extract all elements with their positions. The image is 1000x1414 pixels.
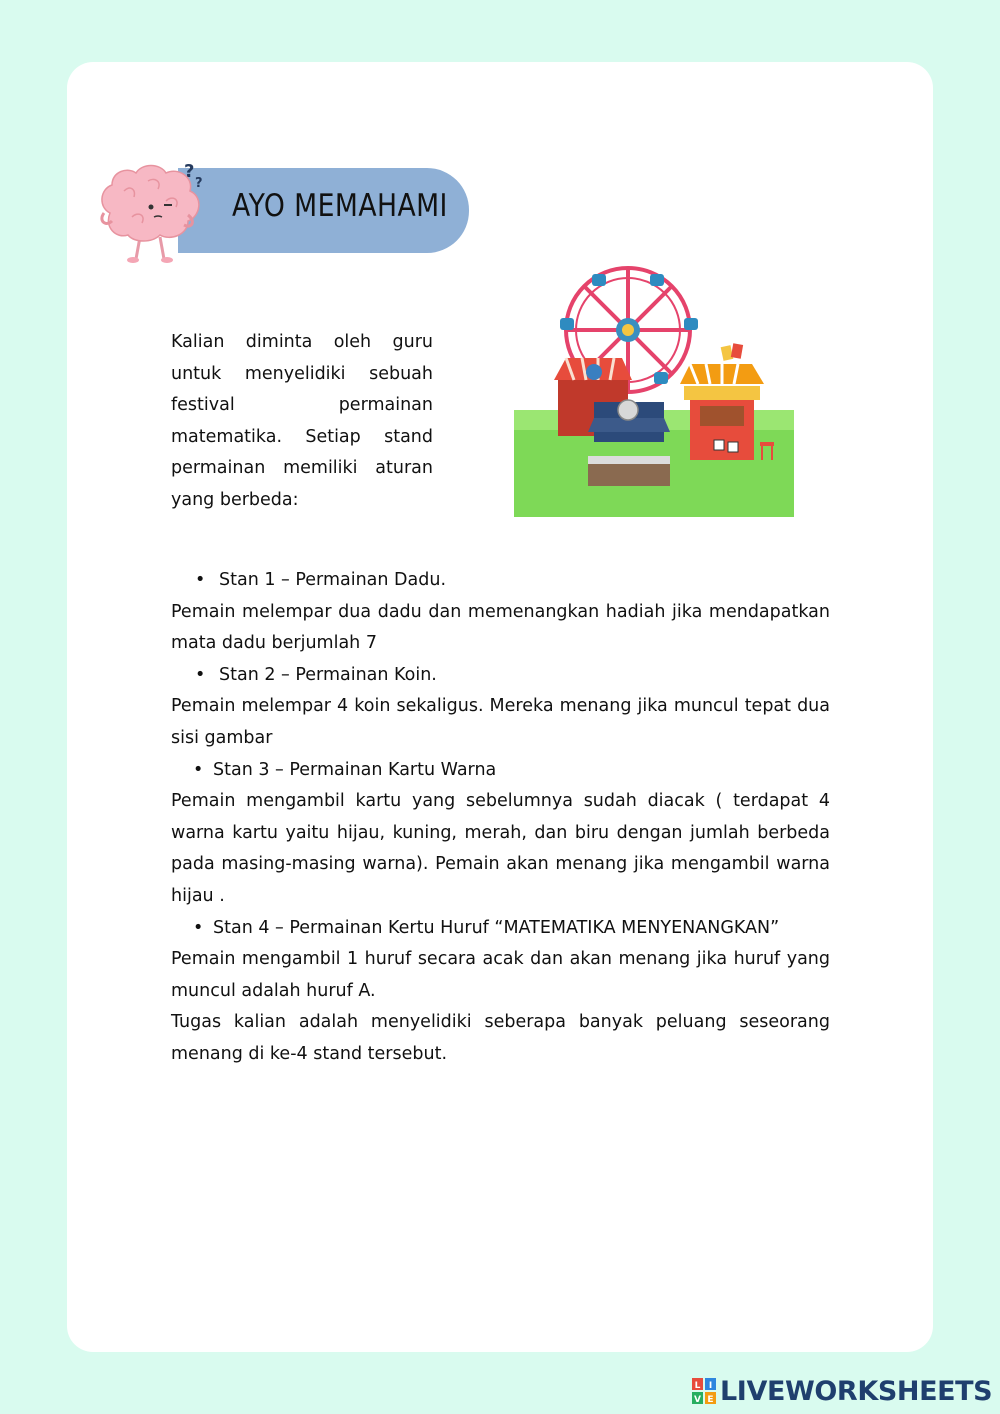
stand-1-description: Pemain melempar dua dadu dan memenangkan hadiah jika mendapatkan mata dadu berjumlah 7 bbox=[171, 601, 830, 654]
liveworksheets-watermark[interactable] bbox=[692, 1374, 992, 1408]
svg-text:?: ? bbox=[184, 161, 195, 182]
task-paragraph: Tugas kalian adalah menyelidiki seberapa banyak peluang seseorang menang di ke-4 stand tersebut. bbox=[171, 1012, 830, 1064]
liveworksheets-logo-icon bbox=[692, 1378, 716, 1404]
bullet-icon: • bbox=[195, 570, 206, 590]
festival-illustration-icon bbox=[514, 260, 794, 517]
logo-letter-e: E bbox=[707, 1395, 714, 1404]
bullet-icon: • bbox=[193, 917, 204, 938]
bullet-icon: • bbox=[193, 759, 204, 780]
stand-3-description: Pemain mengambil kartu yang sebelumnya sudah diacak ( terdapat 4 warna kartu yaitu hijau, kuning, merah, dan biru dengan jumlah berbeda pada masing-masing warna). Pemain akan menang jika mengambil warna hijau . bbox=[171, 791, 830, 906]
intro-paragraph: Kalian diminta oleh guru untuk menyelidiki sebuah festival permainan matematika. Setiap stand permainan memiliki aturan yang berbeda: bbox=[171, 332, 433, 510]
page-title: AYO MEMAHAMI bbox=[232, 188, 448, 224]
stand-3-title bbox=[171, 755, 830, 787]
stand-4-title-text: Stan 4 – Permainan Kertu Huruf “MATEMATIKA MENYENANGKAN” bbox=[213, 917, 780, 938]
svg-text:?: ? bbox=[195, 176, 203, 191]
brain-mascot-icon bbox=[96, 155, 216, 265]
stand-1-title bbox=[171, 565, 830, 597]
stand-2-title-text: Stan 2 – Permainan Koin. bbox=[219, 664, 437, 685]
stand-2-description: Pemain melempar 4 koin sekaligus. Mereka menang jika muncul tepat dua sisi gambar bbox=[171, 696, 830, 748]
logo-letter-i: I bbox=[708, 1381, 713, 1391]
stand-3-title-text: Stan 3 – Permainan Kartu Warna bbox=[213, 759, 497, 780]
stand-4-title bbox=[171, 913, 830, 945]
logo-letter-l: L bbox=[694, 1381, 701, 1391]
stand-2-title bbox=[171, 660, 830, 692]
liveworksheets-text: LIVEWORKSHEETS bbox=[720, 1375, 993, 1407]
logo-letter-v: V bbox=[694, 1395, 701, 1404]
stand-1-title-text: Stan 1 – Permainan Dadu. bbox=[219, 570, 447, 590]
bullet-icon: • bbox=[195, 664, 206, 685]
stands-section bbox=[171, 565, 830, 1071]
stand-4-description: Pemain mengambil 1 huruf secara acak dan akan menang jika huruf yang muncul adalah huruf A. bbox=[171, 949, 830, 1001]
